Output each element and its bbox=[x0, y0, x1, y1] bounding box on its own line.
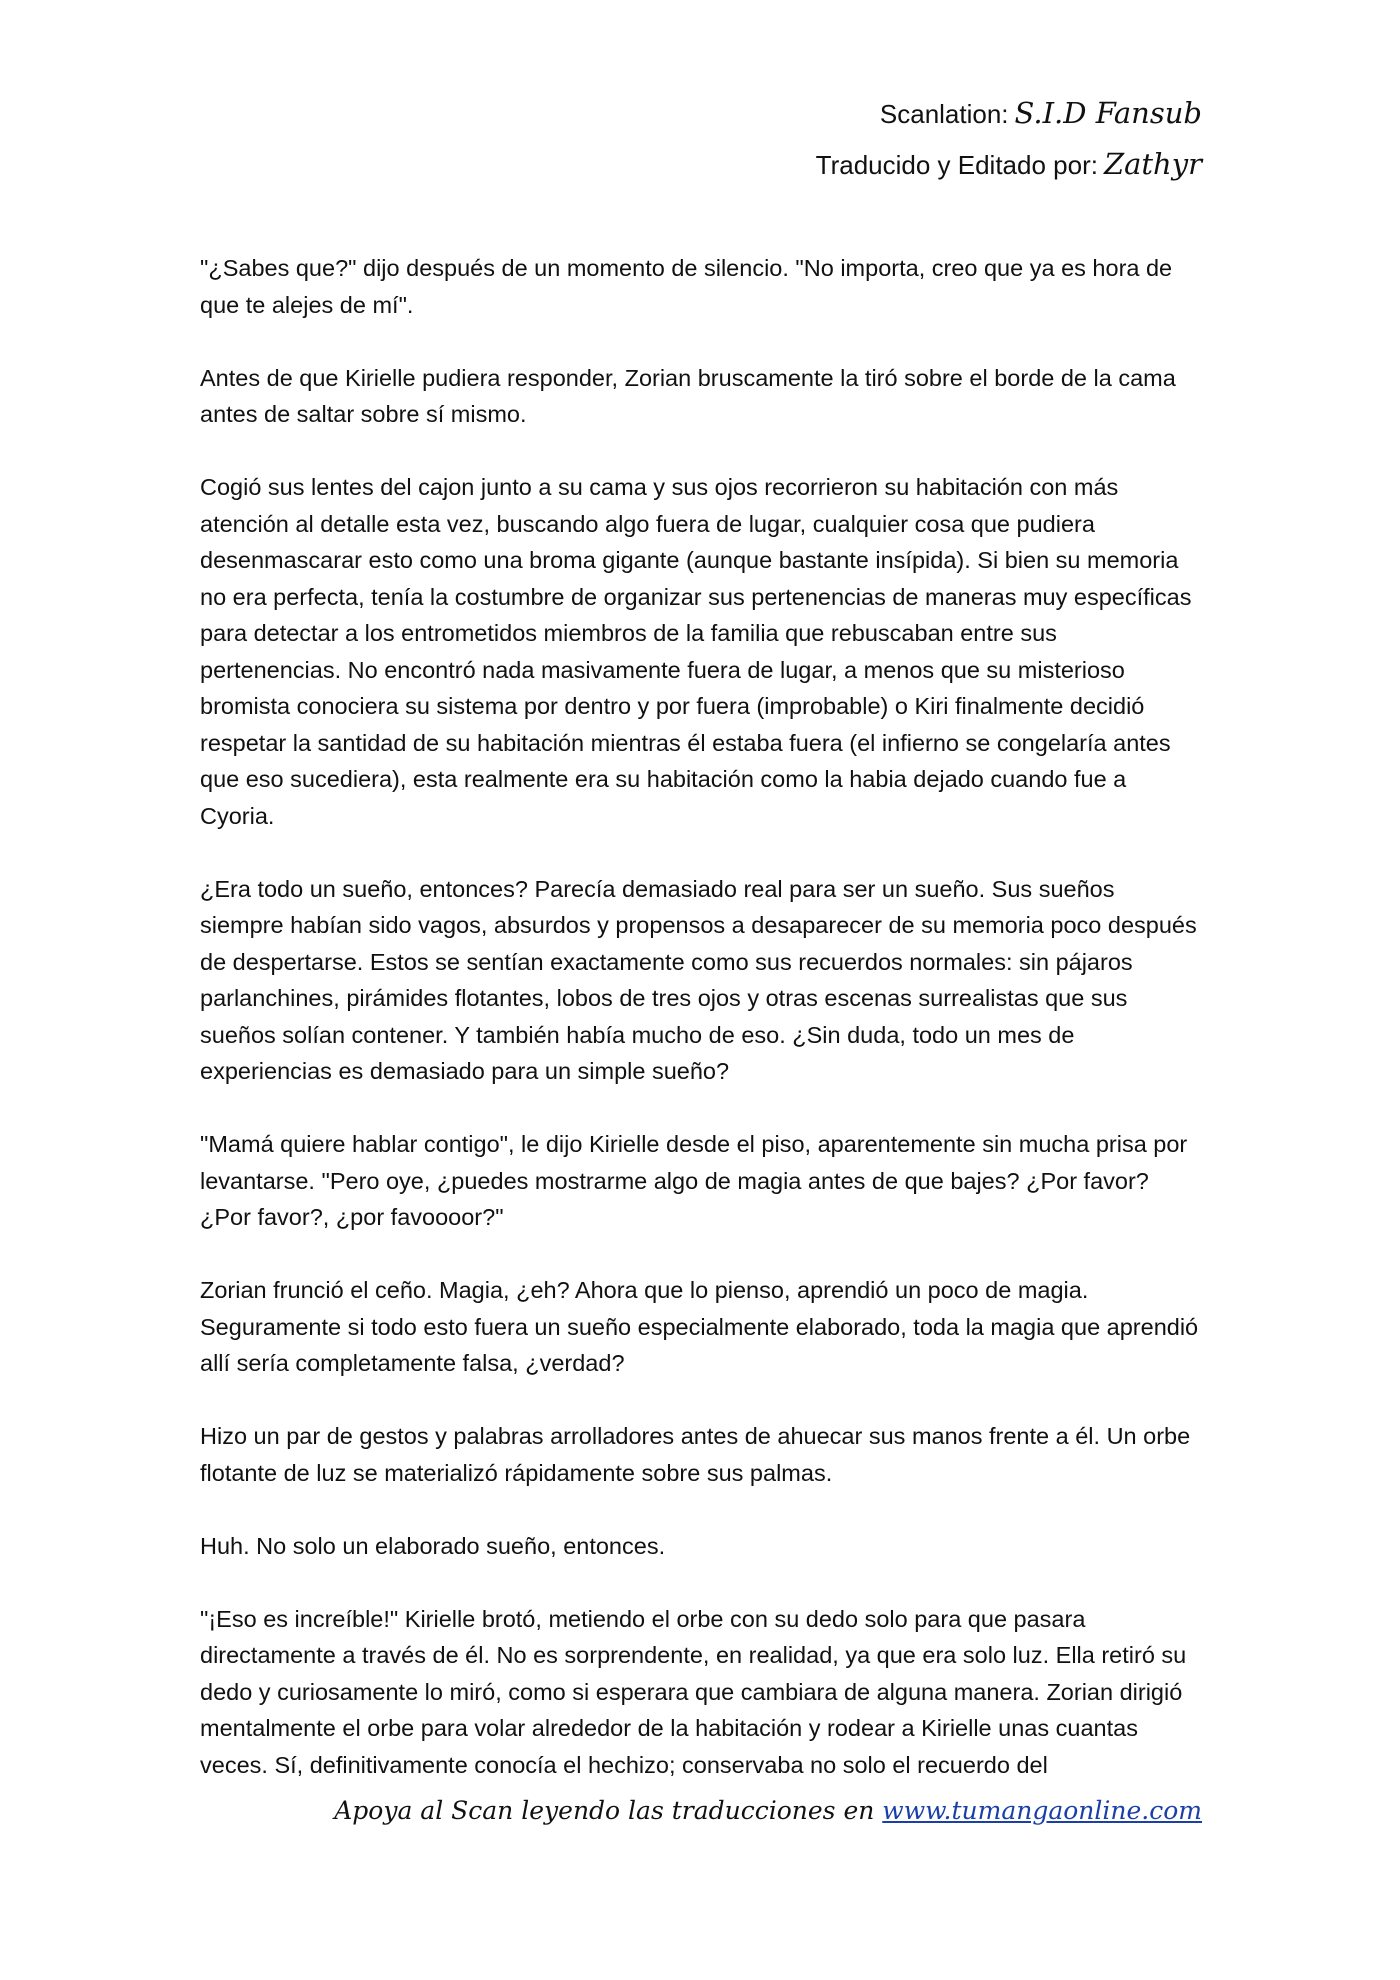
paragraph: "¿Sabes que?" dijo después de un momento de silencio. "No importa, creo que ya es hora de que te alejes de mí". bbox=[200, 255, 1173, 318]
scanlation-label: Scanlation: bbox=[879, 99, 1009, 129]
translator-line bbox=[816, 139, 1202, 190]
translator-label: Traducido y Editado por: bbox=[815, 150, 1098, 180]
paragraph: "Mamá quiere hablar contigo", le dijo Kirielle desde el piso, aparentemente sin mucha prisa por levantarse. "Pero oye, ¿puedes mostrarme algo de magia antes de que bajes? ¿Por favor? ¿Por favor?, ¿por favoooor?" bbox=[200, 1131, 1188, 1230]
scanlation-line bbox=[816, 88, 1202, 139]
paragraph: "¡Eso es increíble!" Kirielle brotó, metiendo el orbe con su dedo solo para que pasara directamente a través de él. No es sorprendente, en realidad, ya que era solo luz. Ella retiró su dedo y curiosamente lo miró, como si esperara que cambiara de alguna manera. Zorian dirigió mentalmente el orbe para volar alrededor de la habitación y rodear a Kirielle unas cuantas veces. Sí, definitivamente conocía el hechizo; conservaba no solo el recuerdo del bbox=[200, 1605, 1187, 1778]
paragraph: Cogió sus lentes del cajon junto a su cama y sus ojos recorrieron su habitación con más atención al detalle esta vez, buscando algo fuera de lugar, cualquier cosa que pudiera desenmascarar esto como una broma gigante (aunque bastante insípida). Si bien su memoria no era perfecta, tenía la costumbre de organizar sus pertenencias de maneras muy específicas para detectar a los entrometidos miembros de la familia que rebuscaban entre sus pertenencias. No encontró nada masivamente fuera de lugar, a menos que su misterioso bromista conociera su sistema por dentro y por fuera (improbable) o Kiri finalmente decidió respetar la santidad de su habitación mientras él estaba fuera (el infierno se congelaría antes que eso sucediera), esta realmente era su habitación como la habia dejado cuando fue a Cyoria. bbox=[200, 474, 1192, 829]
site-link[interactable]: www.tumangaonline.com bbox=[882, 1796, 1202, 1825]
translator-name: Zathyr bbox=[1103, 147, 1202, 181]
footer-text: Apoya al Scan leyendo las traducciones en bbox=[334, 1796, 875, 1825]
paragraph: Antes de que Kirielle pudiera responder, Zorian bruscamente la tiró sobre el borde de la cama antes de saltar sobre sí mismo. bbox=[200, 364, 1176, 427]
paragraph: Zorian frunció el ceño. Magia, ¿eh? Ahora que lo pienso, aprendió un poco de magia. Seguramente si todo esto fuera un sueño especialmente elaborado, toda la magia que aprendió allí sería completamente falsa, ¿verdad? bbox=[200, 1277, 1199, 1376]
scanlation-group: S.I.D Fansub bbox=[1014, 96, 1202, 130]
chapter-text bbox=[200, 250, 1200, 1820]
paragraph: Hizo un par de gestos y palabras arrolladores antes de ahuecar sus manos frente a él. Un orbe flotante de luz se materializó rápidamente sobre sus palmas. bbox=[200, 1423, 1191, 1486]
credits-header bbox=[816, 88, 1202, 190]
paragraph: ¿Era todo un sueño, entonces? Parecía demasiado real para ser un sueño. Sus sueños siempre habían sido vagos, absurdos y propensos a desaparecer de su memoria poco después de despertarse. Estos se sentían exactamente como sus recuerdos normales: sin pájaros parlanchines, pirámides flotantes, lobos de tres ojos y otras escenas surrealistas que sus sueños solían contener. Y también había mucho de eso. ¿Sin duda, todo un mes de experiencias es demasiado para un simple sueño? bbox=[200, 875, 1197, 1084]
footer-note bbox=[334, 1796, 1202, 1825]
paragraph: Huh. No solo un elaborado sueño, entonces. bbox=[200, 1532, 666, 1559]
